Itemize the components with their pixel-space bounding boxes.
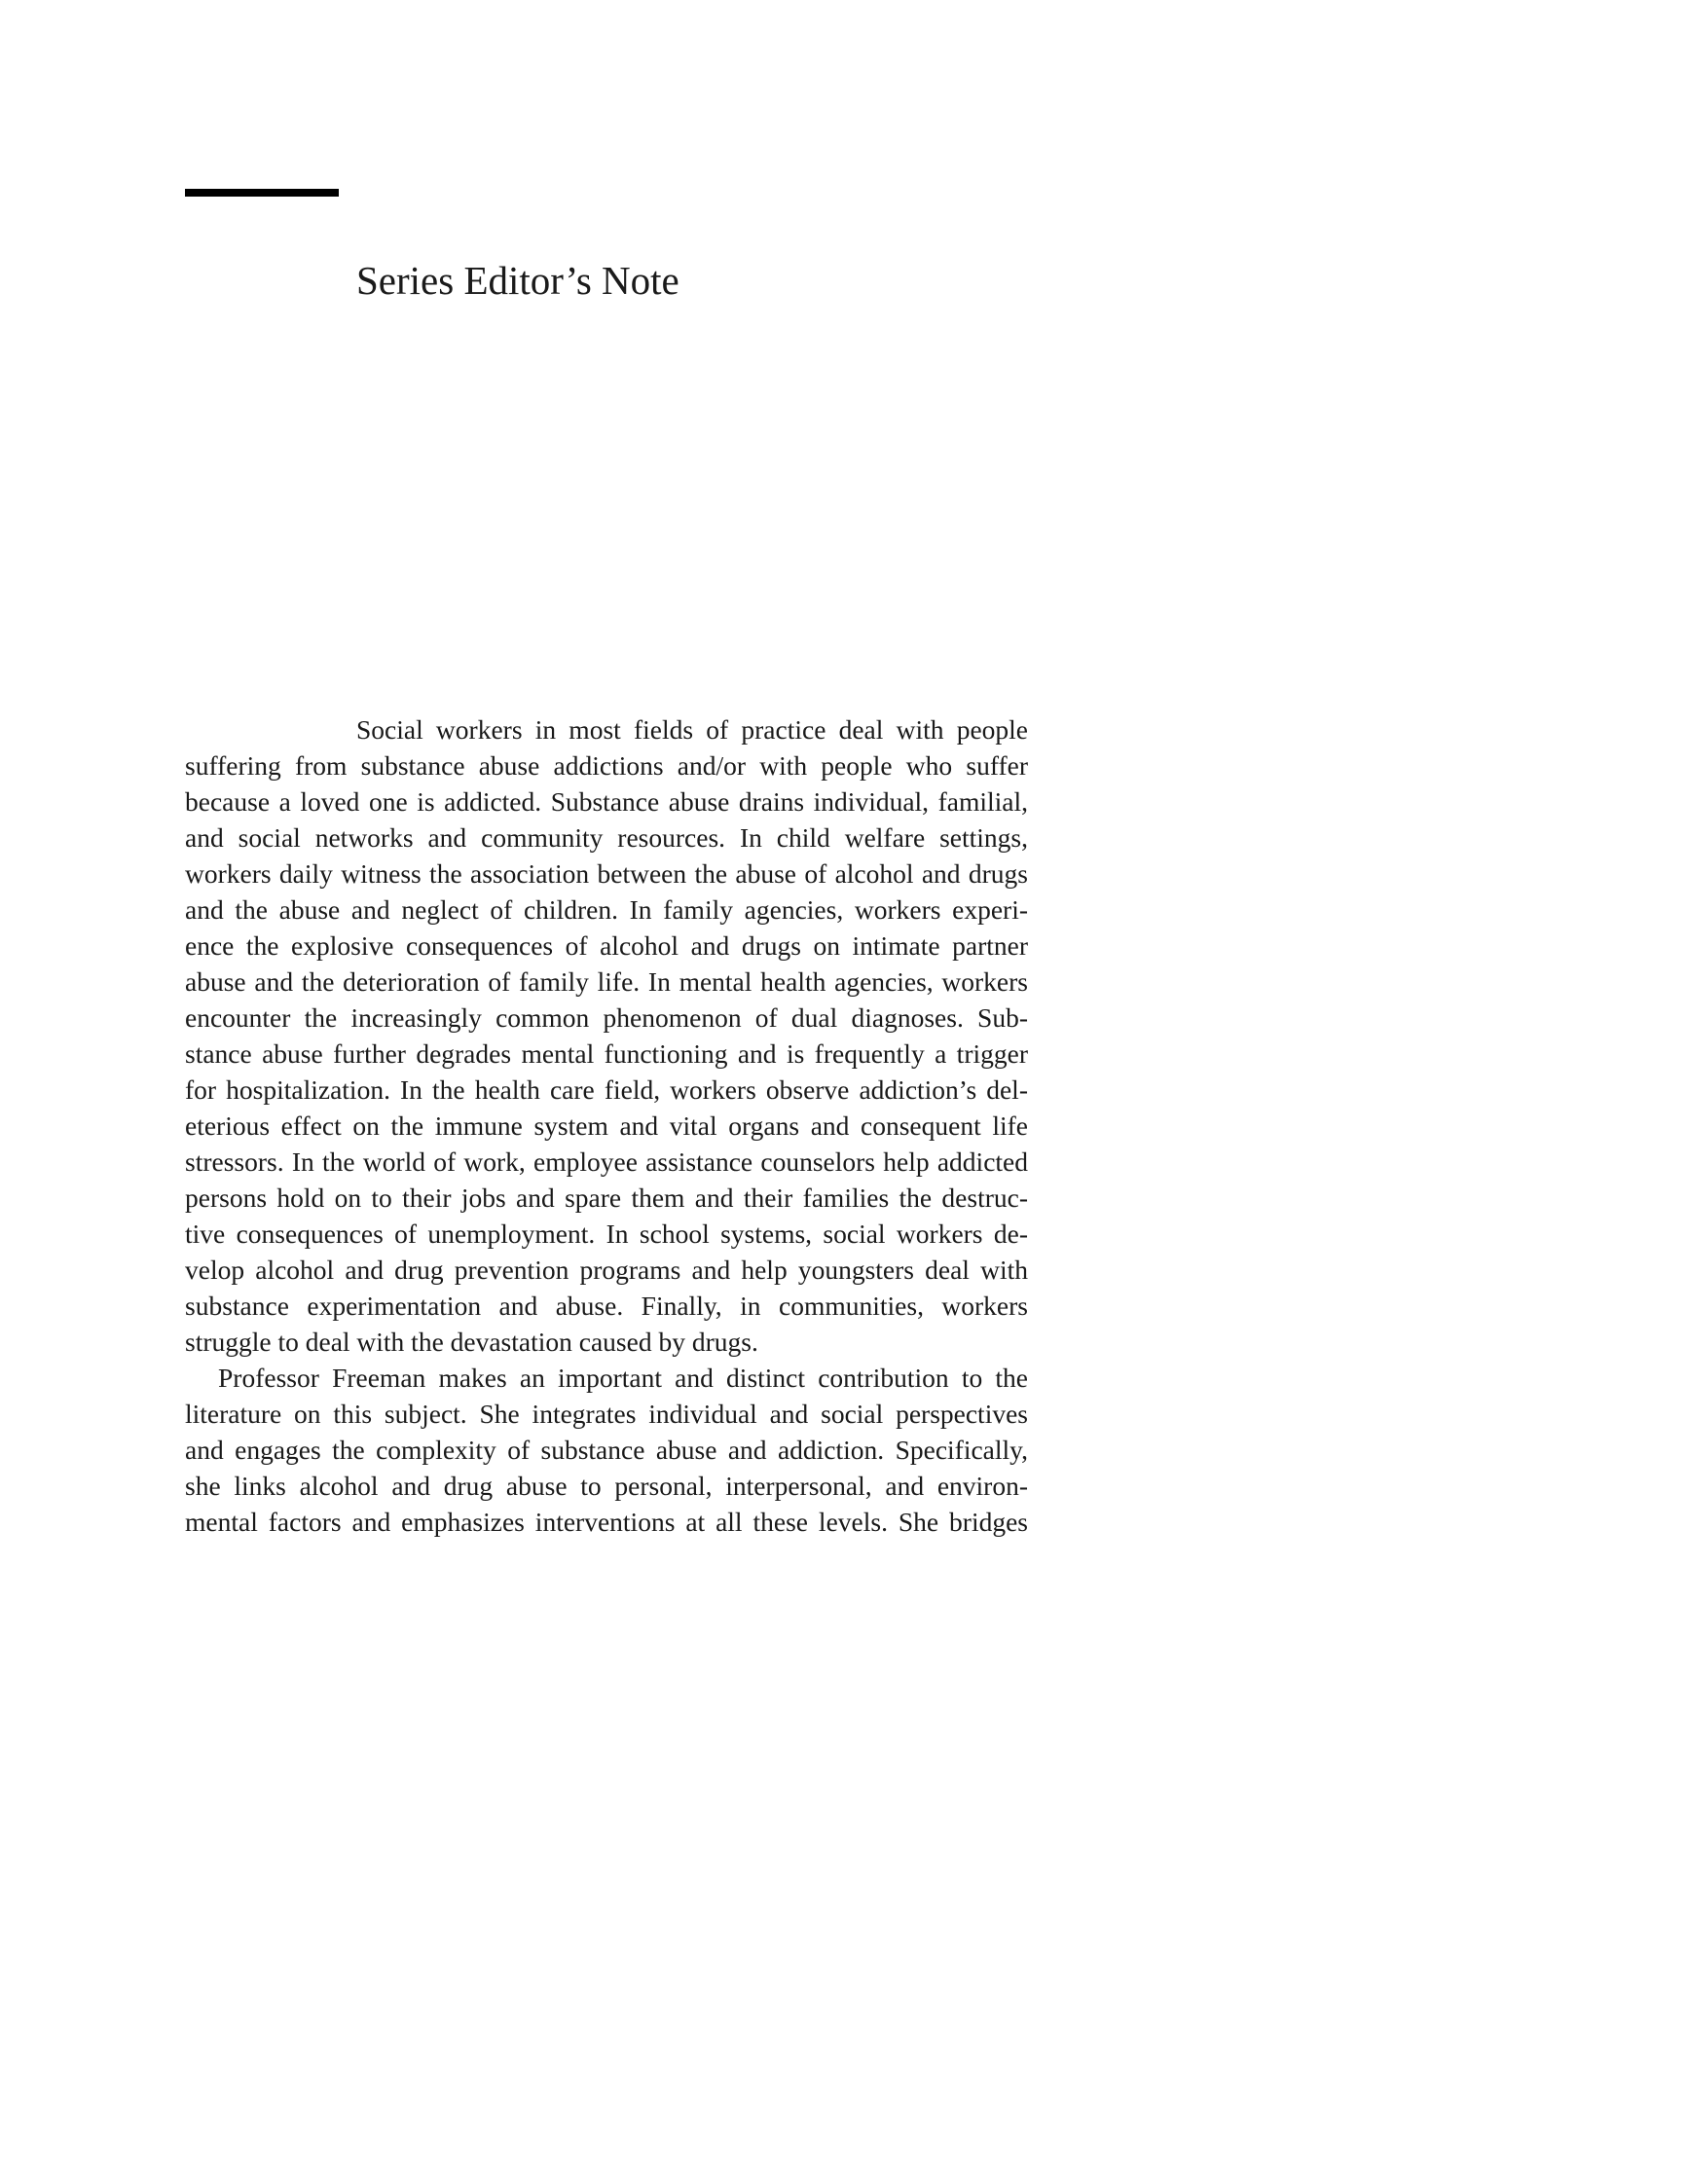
text-line: stressors. In the world of work, employee assistance counselors help addicted <box>185 1147 1028 1177</box>
text-line: persons hold on to their jobs and spare them and their families the destruc- <box>185 1183 1028 1213</box>
text-line: encounter the increasingly common phenomenon of dual diagnoses. Sub- <box>185 1002 1028 1033</box>
body-text <box>185 711 1028 1540</box>
paragraph-1 <box>185 711 1028 1360</box>
text-line: she links alcohol and drug abuse to personal, interpersonal, and environ- <box>185 1471 1028 1501</box>
text-line: substance experimentation and abuse. Finally, in communities, workers <box>185 1291 1028 1321</box>
text-line: Professor Freeman makes an important and distinct contribution to the <box>218 1363 1028 1393</box>
text-line: workers daily witness the association between the abuse of alcohol and drugs <box>185 858 1028 889</box>
text-line: literature on this subject. She integrates individual and social perspectives <box>185 1399 1028 1429</box>
text-line: abuse and the deterioration of family life. In mental health agencies, workers <box>185 966 1028 997</box>
paragraph-2 <box>185 1360 1028 1540</box>
text-line: tive consequences of unemployment. In school systems, social workers de- <box>185 1219 1028 1249</box>
text-line: because a loved one is addicted. Substance abuse drains individual, familial, <box>185 786 1028 817</box>
text-line: and social networks and community resources. In child welfare settings, <box>185 822 1028 853</box>
text-line: mental factors and emphasizes interventions at all these levels. She bridges <box>185 1507 1028 1537</box>
text-line: and engages the complexity of substance abuse and addiction. Specifically, <box>185 1435 1028 1465</box>
text-line: Social workers in most fields of practice deal with people <box>356 714 1028 745</box>
chapter-rule <box>185 189 339 197</box>
text-line: ence the explosive consequences of alcohol and drugs on intimate partner <box>185 930 1028 961</box>
text-line: suffering from substance abuse addictions and/or with people who suffer <box>185 750 1028 781</box>
text-line: and the abuse and neglect of children. In family agencies, workers experi- <box>185 894 1028 925</box>
chapter-title: Series Editor’s Note <box>356 258 679 303</box>
text-line: struggle to deal with the devastation caused by drugs. <box>185 1327 758 1357</box>
text-line: eterious effect on the immune system and vital organs and consequent life <box>185 1110 1028 1141</box>
text-line: for hospitalization. In the health care field, workers observe addiction’s del- <box>185 1074 1028 1105</box>
text-line: velop alcohol and drug prevention programs and help youngsters deal with <box>185 1255 1028 1285</box>
text-line: stance abuse further degrades mental functioning and is frequently a trigger <box>185 1038 1028 1069</box>
